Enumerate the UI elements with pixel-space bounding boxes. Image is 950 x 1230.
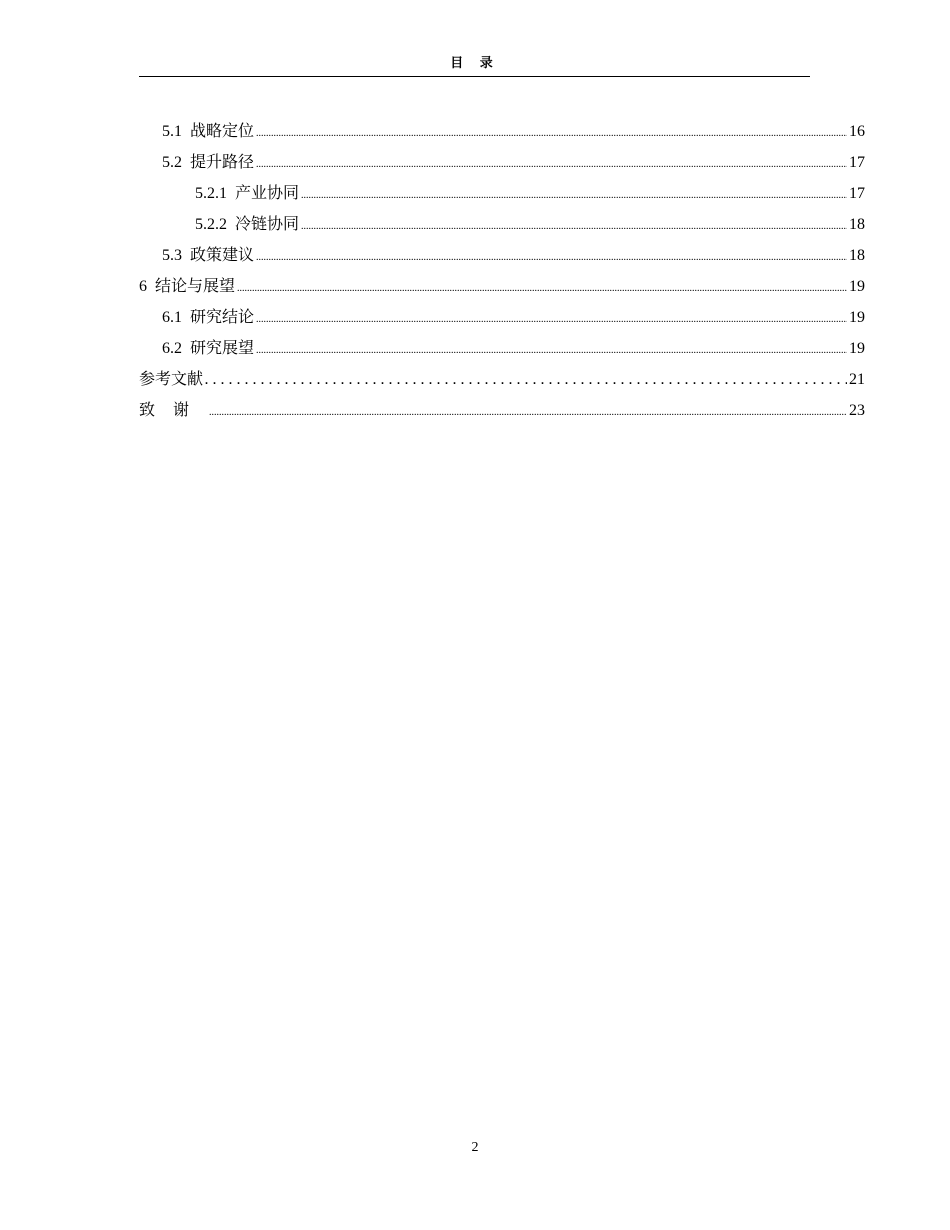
- toc-leader-dots: [237, 273, 847, 304]
- toc-entry-number: 5.2.2: [195, 216, 227, 233]
- toc-entry-acknowledgements[interactable]: [139, 394, 865, 425]
- toc-entry-page: 18: [849, 247, 865, 264]
- toc-entry-page: 19: [849, 340, 865, 357]
- toc-entry-page: 17: [849, 185, 865, 202]
- table-of-contents: [139, 115, 865, 425]
- toc-entry-6-2[interactable]: [139, 332, 865, 363]
- toc-leader-dots: [256, 242, 847, 273]
- toc-leader-dots: [256, 118, 847, 149]
- toc-entry-page: 17: [849, 154, 865, 171]
- toc-entry-5-3[interactable]: [139, 239, 865, 270]
- toc-entry-5-2-2[interactable]: [139, 208, 865, 239]
- toc-leader-dots: [209, 397, 847, 428]
- toc-entry-number: 6.2: [162, 340, 182, 357]
- toc-entry-title: 战略定位: [190, 121, 255, 140]
- toc-entry-title: 致谢: [139, 400, 208, 419]
- toc-entry-page: 21: [849, 371, 865, 388]
- toc-entry-5-1[interactable]: [139, 115, 865, 146]
- toc-leader-dots: [205, 365, 847, 396]
- toc-entry-5-2[interactable]: [139, 146, 865, 177]
- toc-leader-dots: [256, 335, 847, 366]
- toc-leader-dots: [256, 149, 847, 180]
- toc-entry-title: 结论与展望: [155, 276, 236, 295]
- toc-entry-title: 政策建议: [190, 245, 255, 264]
- toc-entry-number: 5.2.1: [195, 185, 227, 202]
- toc-entry-number: 5.2: [162, 154, 182, 171]
- toc-entry-title: 提升路径: [190, 152, 255, 171]
- toc-entry-5-2-1[interactable]: [139, 177, 865, 208]
- toc-entry-title: 研究结论: [190, 307, 255, 326]
- toc-entry-6-1[interactable]: [139, 301, 865, 332]
- toc-entry-number: 6: [139, 278, 147, 295]
- toc-entry-number: 5.1: [162, 123, 182, 140]
- toc-entry-page: 19: [849, 309, 865, 326]
- toc-entry-title: 产业协同: [235, 183, 300, 202]
- toc-entry-title: 研究展望: [190, 338, 255, 357]
- toc-entry-6[interactable]: [139, 270, 865, 301]
- toc-leader-dots: [301, 211, 847, 242]
- toc-entry-page: 18: [849, 216, 865, 233]
- toc-entry-page: 23: [849, 402, 865, 419]
- page-header-title: 目 录: [139, 55, 810, 77]
- toc-leader-dots: [256, 304, 847, 335]
- toc-entry-references[interactable]: [139, 363, 865, 394]
- toc-entry-title: 参考文献: [139, 369, 204, 388]
- toc-entry-title: 冷链协同: [235, 214, 300, 233]
- toc-leader-dots: [301, 180, 847, 211]
- toc-entry-page: 19: [849, 278, 865, 295]
- toc-entry-page: 16: [849, 123, 865, 140]
- page-number: 2: [471, 1140, 479, 1155]
- toc-entry-number: 5.3: [162, 247, 182, 264]
- toc-entry-number: 6.1: [162, 309, 182, 326]
